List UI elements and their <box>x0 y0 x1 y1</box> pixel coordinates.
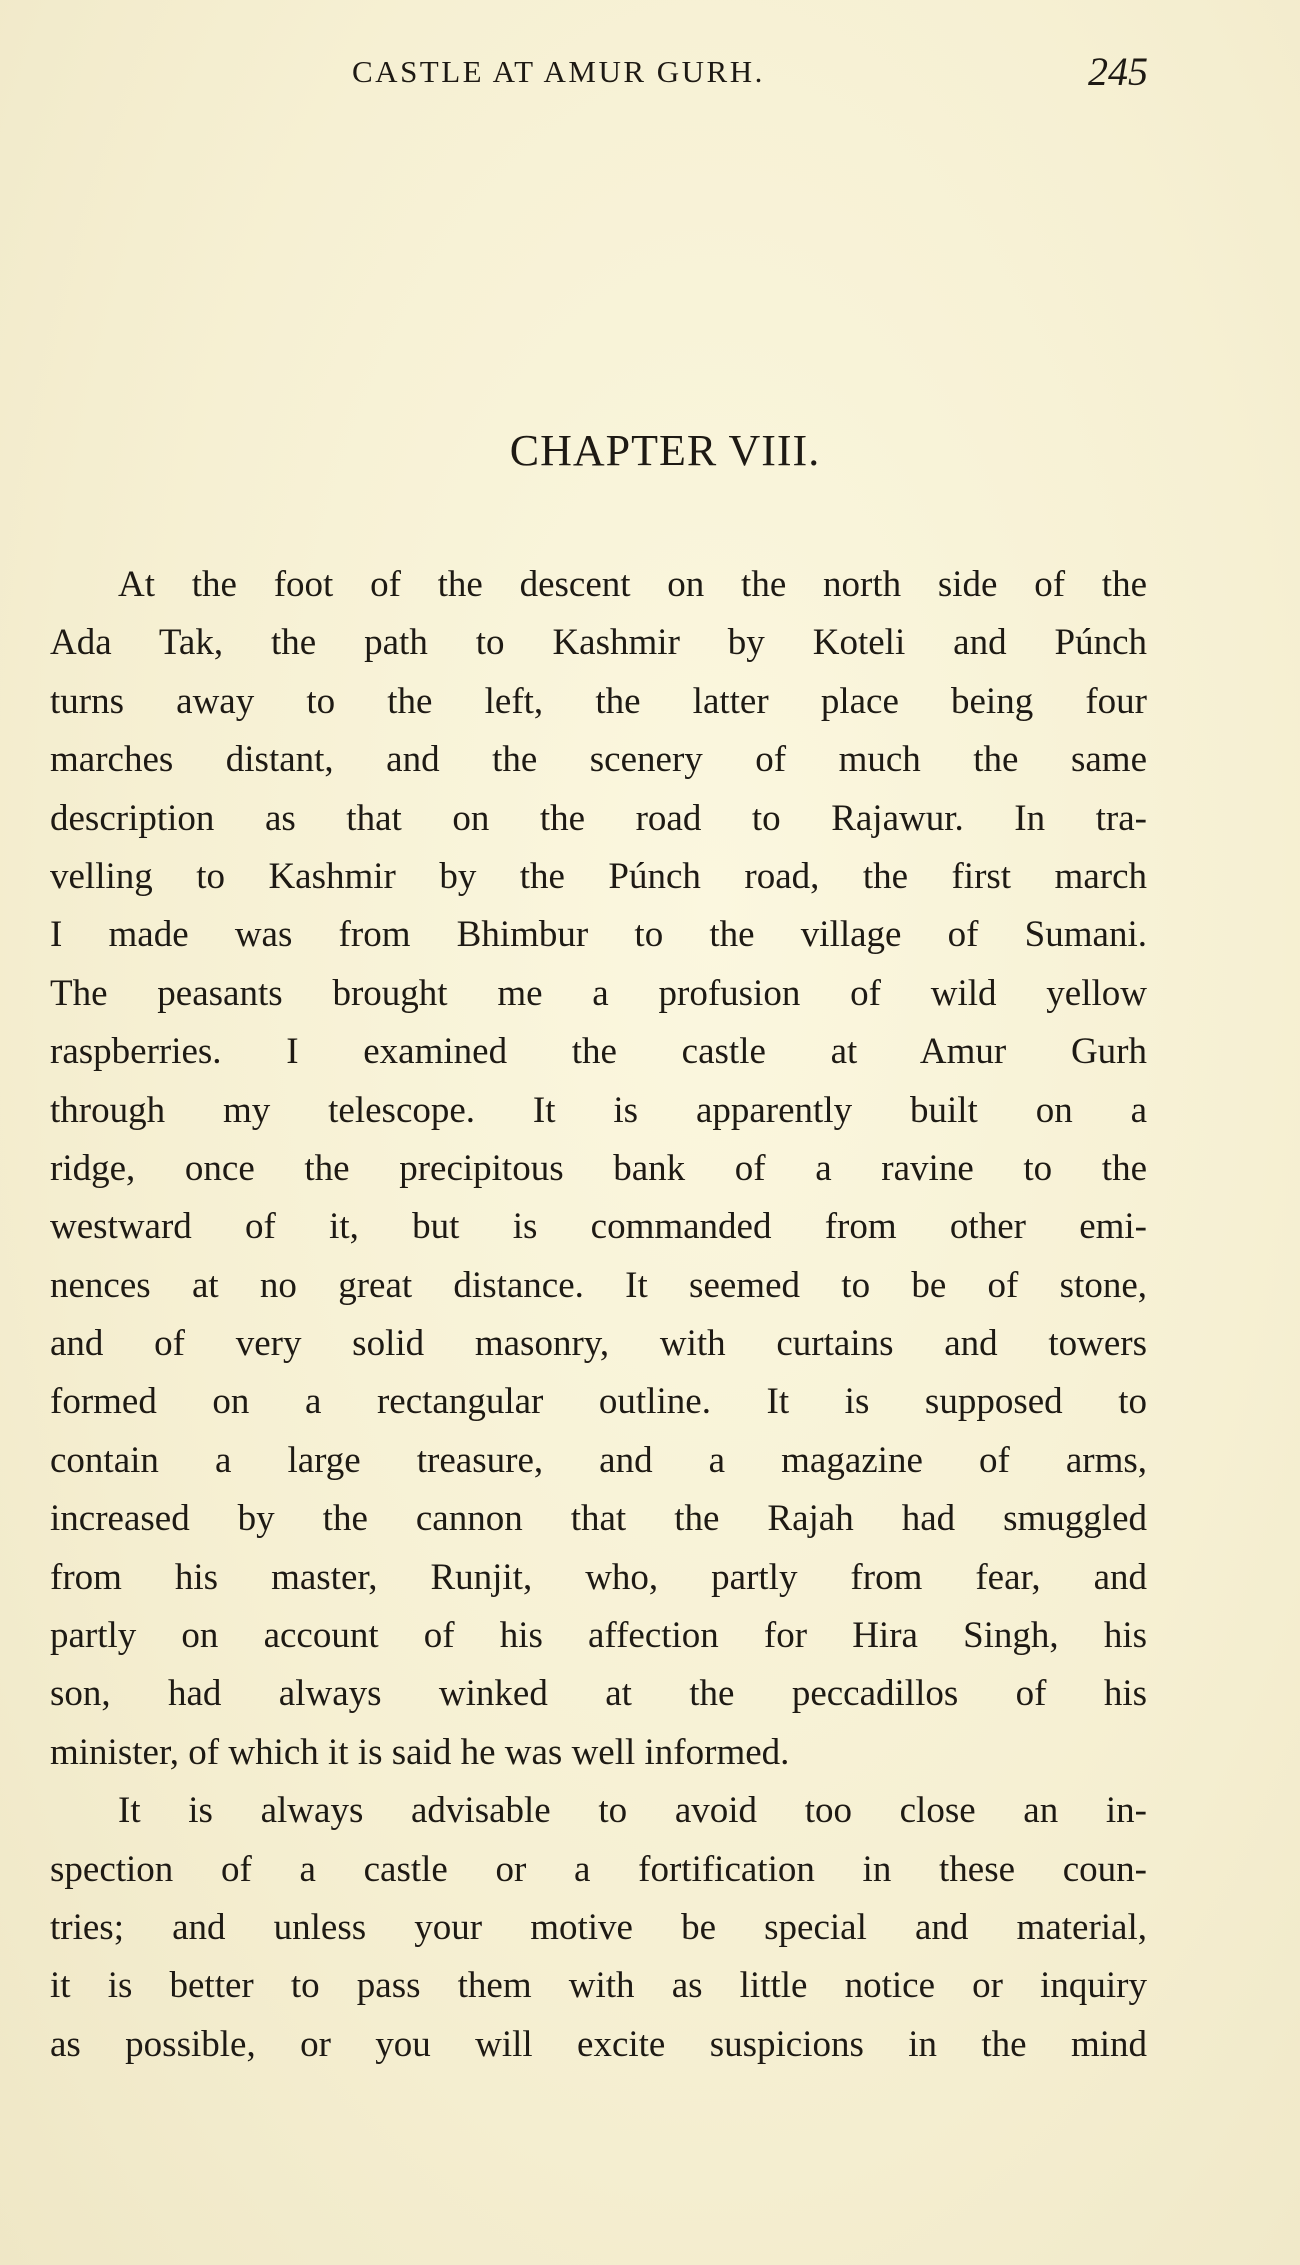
paragraph-1 <box>50 556 1147 1782</box>
text-line: The peasants brought me a profusion of wild yellow <box>50 972 1147 1014</box>
text-line: increased by the cannon that the Rajah had smuggled <box>50 1498 1147 1540</box>
page-number: 245 <box>1088 49 1148 94</box>
text-line: marches distant, and the scenery of much the same <box>50 739 1147 781</box>
text-line: contain a large treasure, and a magazine of arms, <box>50 1439 1147 1481</box>
text-line: partly on account of his affection for Hira Singh, his <box>50 1615 1147 1657</box>
text-line: formed on a rectangular outline. It is supposed to <box>50 1381 1147 1423</box>
text-line: as possible, or you will excite suspicions in the mind <box>50 2023 1147 2065</box>
running-head <box>0 48 1300 98</box>
running-title: CASTLE AT AMUR GURH. <box>352 54 765 89</box>
text-line: raspberries. I examined the castle at Amur Gurh <box>50 1031 1147 1073</box>
text-line: I made was from Bhimbur to the village of Sumani. <box>50 914 1147 956</box>
text-line: it is better to pass them with as little notice or inquiry <box>50 1965 1147 2007</box>
text-line: velling to Kashmir by the Púnch road, the first march <box>50 855 1147 897</box>
text-line: westward of it, but is commanded from other emi- <box>50 1206 1147 1248</box>
text-line: from his master, Runjit, who, partly from fear, and <box>50 1556 1147 1598</box>
text-line: spection of a castle or a fortification in these coun- <box>50 1848 1147 1890</box>
text-line: description as that on the road to Rajawur. In tra- <box>50 797 1147 839</box>
text-line: tries; and unless your motive be special and material, <box>50 1906 1147 1948</box>
text-line: minister, of which it is said he was well informed. <box>50 1731 790 1773</box>
paragraph-2 <box>50 1782 1147 2074</box>
body-text <box>50 556 1147 2074</box>
text-line: Ada Tak, the path to Kashmir by Koteli and Púnch <box>50 622 1147 664</box>
chapter-heading: CHAPTER VIII. <box>509 426 821 475</box>
text-line: ridge, once the precipitous bank of a ravine to the <box>50 1147 1147 1189</box>
text-line: turns away to the left, the latter place being four <box>50 680 1147 722</box>
text-line: At the foot of the descent on the north side of the <box>118 564 1147 605</box>
text-line: It is always advisable to avoid too close an in- <box>118 1790 1147 1832</box>
text-line: nences at no great distance. It seemed to be of stone, <box>50 1264 1147 1306</box>
text-line: son, had always winked at the peccadillos of his <box>50 1673 1147 1715</box>
text-line: through my telescope. It is apparently built on a <box>50 1089 1147 1131</box>
text-line: and of very solid masonry, with curtains and towers <box>50 1323 1147 1365</box>
